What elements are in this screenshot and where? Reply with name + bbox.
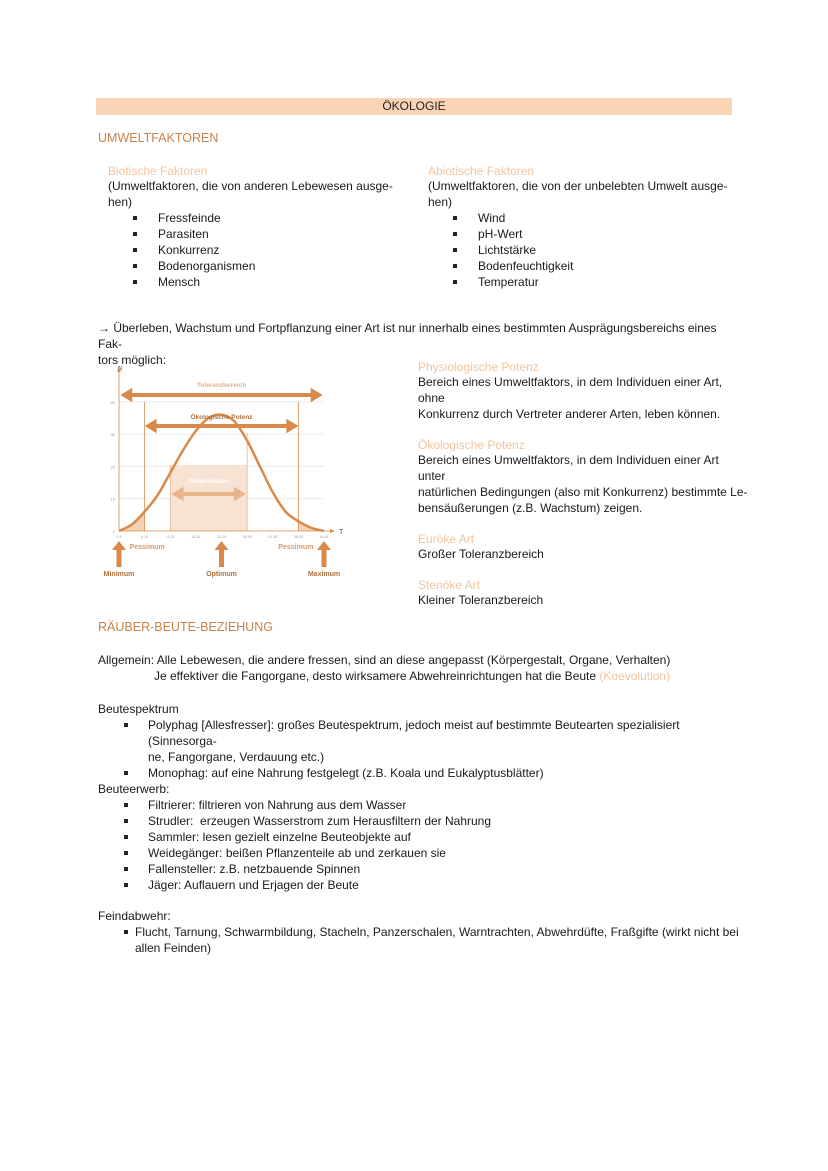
biotic-factors-desc-1: (Umweltfaktoren, die von anderen Lebewesen ausge-: [108, 179, 393, 193]
feindabwehr-list: [98, 924, 748, 956]
biotic-factors-list: [108, 210, 408, 290]
definition-line: Großer Toleranzbereich: [418, 547, 544, 561]
list-item: [98, 765, 748, 781]
list-item: [98, 845, 748, 861]
definition-line: Bereich eines Umweltfaktors, in dem Individuen einer Art, ohne: [418, 375, 723, 405]
y-tick-label: 0: [112, 529, 115, 534]
pessimum-label-right: Pessimum: [278, 544, 314, 551]
x-tick-label: 6-10: [141, 535, 149, 539]
x-tick-label: 11-15: [165, 535, 175, 539]
list-item-text: Jäger: Auflauern und Erjagen der Beute: [148, 878, 359, 892]
definition-euroeke-art: [418, 532, 748, 562]
list-item: [428, 274, 738, 290]
page-title-bar: [96, 98, 732, 115]
list-item-text: Mensch: [158, 275, 201, 289]
list-item: [428, 226, 738, 242]
oekologische-potenz-arrow-label: Ökologische Potenz: [190, 414, 253, 421]
list-item-text: pH-Wert: [478, 227, 523, 241]
biotic-factors-block: [108, 164, 408, 290]
abiotic-factors-desc-2: hen): [428, 195, 453, 209]
list-item-text: Temperatur: [478, 275, 539, 289]
x-tick-label: 31-35: [268, 535, 278, 539]
list-item-text: Flucht, Tarnung, Schwarmbildung, Stacheln, Panzerschalen, Warntrachten, Abwehrdüfte, Fraßgifte (wirkt nicht bei: [135, 925, 739, 939]
y-axis-label: N: [117, 366, 123, 372]
maximum-label: Maximum: [307, 571, 341, 578]
minimum-arrow-icon: [112, 541, 126, 567]
section-heading-umweltfaktoren: UMWELTFAKTOREN: [98, 131, 219, 145]
list-item: [98, 877, 748, 893]
beutespektrum-list: [98, 717, 748, 781]
allgemein-line-2-wrap: [98, 668, 748, 684]
bullet-icon: [124, 930, 128, 934]
list-item-text: ne, Fangorgane, Verdauung etc.): [148, 750, 325, 764]
bullet-icon: [124, 803, 128, 807]
x-tick-label: 21-25: [217, 535, 226, 539]
tolerance-statement-line-1: → Überleben, Wachstum und Fortpflanzung einer Art ist nur innerhalb eines bestimmten Ausprägungsbereichs eines Fak-: [98, 321, 717, 351]
bullet-icon: [124, 771, 128, 775]
maximum-arrow-icon: [317, 541, 331, 567]
bullet-icon: [133, 216, 137, 220]
chart-markers: [104, 541, 340, 578]
list-item-text: allen Feinden): [135, 941, 212, 955]
section-heading-raeuber-beute: RÄUBER-BEUTE-BEZIEHUNG: [98, 620, 274, 634]
list-item-text: Fallensteller: z.B. netzbauende Spinnen: [148, 862, 361, 876]
definition-title: Physiologische Potenz: [418, 360, 539, 374]
x-axis-arrow-icon: [330, 529, 335, 533]
definition-line: Kleiner Toleranzbereich: [418, 593, 544, 607]
beutespektrum-title: Beutespektrum: [98, 702, 179, 716]
list-item: [108, 226, 408, 242]
bullet-icon: [453, 216, 457, 220]
x-tick-label: 16-20: [191, 535, 201, 539]
list-item-text: Weidegänger: beißen Pflanzenteile ab und zerkauen sie: [148, 846, 446, 860]
list-item-text: Filtrierer: filtrieren von Nahrung aus dem Wasser: [148, 798, 407, 812]
list-item-text: Monophag: auf eine Nahrung festgelegt (z.B. Koala und Eukalyptusblätter): [148, 766, 544, 780]
bullet-icon: [133, 248, 137, 252]
list-item-text: Sammler: lesen gezielt einzelne Beuteobjekte auf: [148, 830, 411, 844]
list-item: [428, 258, 738, 274]
definition-title: Euröke Art: [418, 532, 475, 546]
minimum-label: Minimum: [104, 571, 135, 578]
definition-physiologische-potenz: [418, 360, 748, 422]
toleranzbereich-arrow-label: Toleranzbereich: [196, 382, 247, 389]
y-tick-label: 10: [110, 496, 115, 502]
bullet-icon: [124, 883, 128, 887]
beuteerwerb-block: [98, 781, 748, 893]
bullet-icon: [124, 819, 128, 823]
definition-oekologische-potenz: [418, 438, 748, 516]
x-tick-label: 36-40: [293, 535, 303, 539]
list-item-text: Strudler: erzeugen Wasserstrom zum Herausfiltern der Nahrung: [148, 814, 492, 828]
abiotic-factors-title: Abiotische Faktoren: [428, 164, 535, 178]
tolerance-curve-chart: [104, 366, 354, 586]
list-item-text: Parasiten: [158, 227, 209, 241]
list-item: [108, 242, 408, 258]
pessimum-label-left: Pessimum: [129, 544, 165, 551]
bullet-icon: [124, 835, 128, 839]
list-item-text: Lichtstärke: [478, 243, 537, 257]
bullet-icon: [453, 264, 457, 268]
list-item: [98, 813, 748, 829]
y-tick-label: 30: [110, 432, 115, 438]
list-item: [98, 717, 748, 765]
feindabwehr-title: Feindabwehr:: [98, 909, 171, 923]
definition-title: Stenöke Art: [418, 578, 481, 592]
bullet-icon: [124, 851, 128, 855]
bullet-icon: [133, 264, 137, 268]
list-item: [108, 258, 408, 274]
abiotic-factors-list: [428, 210, 738, 290]
list-item-text: Konkurrenz: [158, 243, 220, 257]
bullet-icon: [453, 248, 457, 252]
biotic-factors-title: Biotische Faktoren: [108, 164, 208, 178]
list-item: [98, 924, 748, 956]
bullet-icon: [124, 867, 128, 871]
bullet-icon: [133, 280, 137, 284]
tolerance-statement-line-2: tors möglich:: [98, 353, 167, 367]
definition-line: Bereich eines Umweltfaktors, in dem Individuen einer Art unter: [418, 453, 719, 483]
list-item-text: Bodenfeuchtigkeit: [478, 259, 574, 273]
list-item: [108, 274, 408, 290]
abiotic-factors-block: [428, 164, 738, 290]
optimum-arrow-icon: [215, 541, 229, 567]
x-tick-label: 26-30: [242, 535, 252, 539]
abiotic-factors-desc-1: (Umweltfaktoren, die von der unbelebten Umwelt ausge-: [428, 179, 728, 193]
chart-ranges: [120, 382, 322, 501]
allgemein-line-1: Allgemein: Alle Lebewesen, die andere fressen, sind an diese angepasst (Körpergestalt, Organe, Verhalten): [98, 653, 671, 667]
allgemein-line-2: Je effektiver die Fangorgane, desto wirksamere Abwehreinrichtungen hat die Beute: [154, 669, 597, 683]
list-item-text: Polyphag [Allesfresser]: großes Beutespektrum, jedoch meist auf bestimmte Beutearten spezialisiert (Sinnesorga-: [148, 718, 680, 748]
list-item: [98, 797, 748, 813]
bullet-icon: [453, 280, 457, 284]
page-title: ÖKOLOGIE: [382, 99, 446, 113]
list-item: [428, 242, 738, 258]
y-tick-label: 40: [110, 399, 115, 405]
bullet-icon: [124, 723, 128, 727]
list-item: [108, 210, 408, 226]
y-tick-label: 20: [110, 464, 115, 470]
list-item: [98, 829, 748, 845]
biotic-factors-desc-2: hen): [108, 195, 133, 209]
koevolution-note: (Koevolution): [599, 669, 671, 683]
list-item-text: Fressfeinde: [158, 211, 221, 225]
definitions-block: [418, 360, 748, 608]
beutespektrum-block: [98, 701, 748, 781]
praeferendum-arrow-label: Präferendum: [188, 478, 229, 485]
definition-line: Konkurrenz durch Vertreter anderer Arten, leben können.: [418, 407, 721, 421]
x-axis-label: T: [339, 529, 344, 536]
x-tick-label: 0-5: [116, 535, 122, 539]
definition-line: bensäußerungen (z.B. Wachstum) zeigen.: [418, 501, 643, 515]
bullet-icon: [133, 232, 137, 236]
definition-line: natürlichen Bedingungen (also mit Konkurrenz) bestimmte Le-: [418, 485, 748, 499]
x-tick-label: 41-45: [319, 535, 329, 539]
beuteerwerb-title: Beuteerwerb:: [98, 782, 170, 796]
feindabwehr-block: [98, 908, 748, 956]
beuteerwerb-list: [98, 797, 748, 893]
optimum-label: Optimum: [206, 571, 237, 578]
list-item: [428, 210, 738, 226]
list-item-text: Wind: [478, 211, 506, 225]
toleranzbereich-arrow: [120, 388, 322, 402]
allgemein-block: [98, 652, 748, 684]
list-item-text: Bodenorganismen: [158, 259, 256, 273]
definition-title: Ökologische Potenz: [418, 438, 525, 452]
list-item: [98, 861, 748, 877]
bullet-icon: [453, 232, 457, 236]
definition-stenoeke-art: [418, 578, 748, 608]
